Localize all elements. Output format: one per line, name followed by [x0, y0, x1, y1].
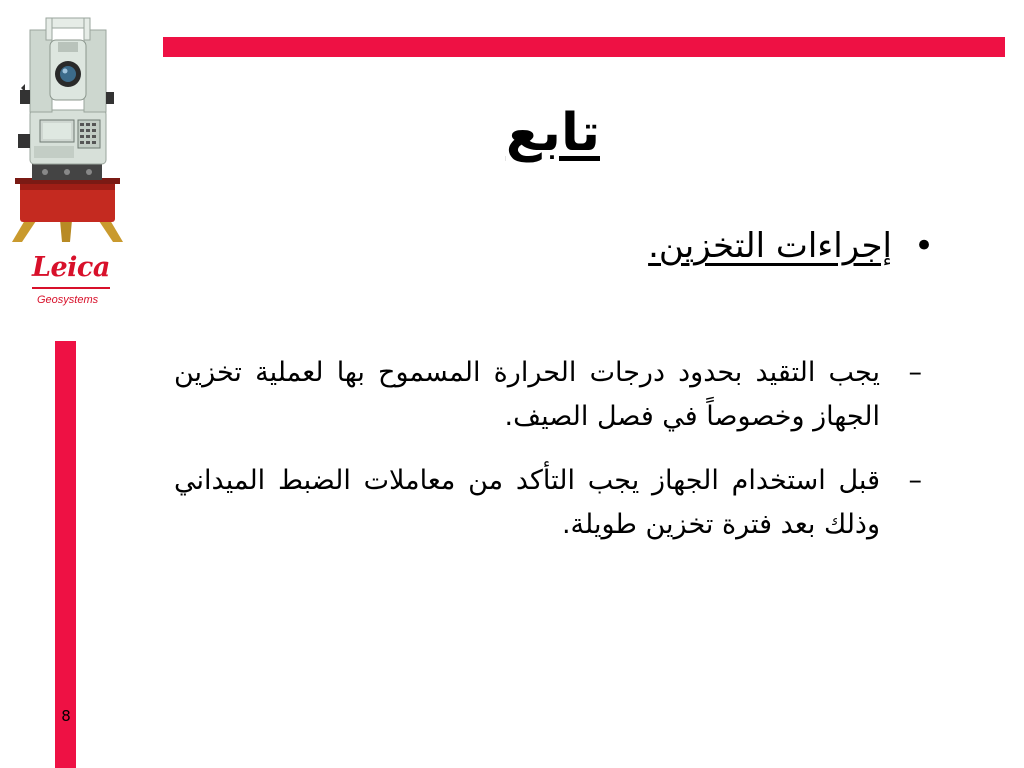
main-bullet-text: إجراءات التخزين.	[648, 226, 892, 266]
logo-subtitle: Geosystems	[37, 294, 99, 306]
side-accent-bar	[55, 341, 76, 768]
sub-bullet-text: قبل استخدام الجهاز يجب التأكد من معاملات الضبط الميداني وذلك بعد فترة تخزين طويلة.	[174, 465, 880, 540]
top-accent-bar	[163, 37, 1005, 57]
dash-icon: –	[908, 465, 922, 496]
dash-icon: –	[908, 357, 922, 388]
logo-underline	[32, 287, 110, 289]
page-number: 8	[61, 707, 71, 725]
total-station-icon	[10, 10, 125, 242]
sub-bullet-item	[174, 351, 922, 439]
bullet-icon: •	[913, 226, 934, 266]
main-bullet	[648, 226, 934, 266]
leica-logo	[28, 252, 110, 312]
logo-wordmark: Leica	[32, 252, 110, 283]
sub-bullet-item	[174, 459, 922, 547]
slide-title: تابع	[505, 103, 600, 163]
sub-bullet-text: يجب التقيد بحدود درجات الحرارة المسموح بها لعملية تخزين الجهاز وخصوصاً في فصل الصيف.	[174, 357, 880, 432]
